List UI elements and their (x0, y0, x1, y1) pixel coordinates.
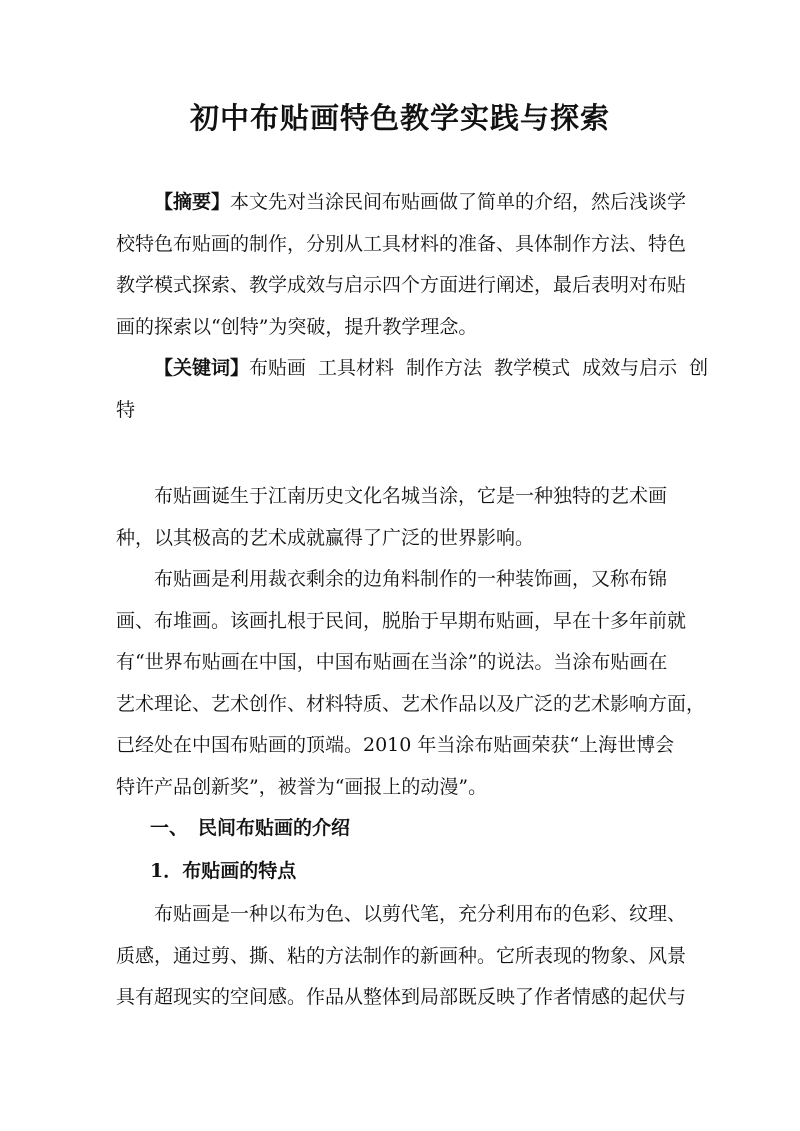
paragraph-line: 具有超现实的空间感。作品从整体到局部既反映了作者情感的起伏与 (116, 986, 687, 1008)
keyword-item: 布贴画 (249, 357, 307, 379)
keyword-item: 成效与启示 (582, 357, 678, 379)
keywords-block (116, 348, 709, 431)
paragraph-line: 布贴画诞生于江南历史文化名城当涂，它是一种独特的艺术画 (154, 485, 668, 507)
keyword-item: 教学模式 (494, 357, 571, 379)
paragraph-line: 已经处在中国布贴画的顶端。2010 年当涂布贴画荣获“上海世博会 (116, 734, 675, 756)
paragraph-line: 画、布堆画。该画扎根于民间，脱胎于早期布贴画，早在十多年前就 (116, 609, 687, 632)
section-heading (150, 808, 350, 850)
section-title: 民间布贴画的介绍 (198, 817, 351, 839)
paragraph-line: 种，以其极高的艺术成就赢得了广泛的世界影响。 (116, 526, 535, 549)
intro-paragraph-2 (116, 559, 706, 808)
keywords-label: 【关键词】 (154, 357, 250, 379)
abstract-line: 校特色布贴画的制作，分别从工具材料的准备、具体制作方法、特色 (116, 232, 687, 255)
abstract-text: 本文先对当涂民间布贴画做了简单的介绍，然后浅谈学 (230, 191, 687, 213)
subsection-heading: 1．布贴画的特点 (150, 860, 297, 882)
paragraph-line: 艺术理论、艺术创作、材料特质、艺术作品以及广泛的艺术影响方面， (116, 692, 706, 715)
paragraph-line: 有“世界布贴画在中国，中国布贴画在当涂”的说法。当涂布贴画在 (116, 651, 668, 673)
intro-paragraph-1 (116, 476, 688, 559)
keyword-item: 工具材料 (318, 357, 395, 379)
paragraph-line: 特许产品创新奖”，被誉为“画报上的动漫”。 (116, 775, 488, 798)
abstract-label: 【摘要】 (154, 191, 231, 213)
document-title: 初中布贴画特色教学实践与探索 (189, 101, 610, 135)
paragraph-line: 质感，通过剪、撕、粘的方法制作的新画种。它所表现的物象、风景 (116, 944, 687, 967)
abstract-line: 画的探索以“创特”为突破，提升教学理念。 (116, 315, 478, 338)
keywords-continuation: 特 (116, 398, 136, 421)
paragraph-line: 布贴画是一种以布为色、以剪代笔，充分利用布的色彩、纹理、 (154, 903, 687, 925)
abstract-block (116, 182, 688, 348)
keyword-item: 创 (689, 357, 709, 379)
section-number: 一、 (150, 817, 189, 839)
abstract-line: 教学模式探索、教学成效与启示四个方面进行阐述，最后表明对布贴 (116, 274, 687, 296)
keyword-item: 制作方法 (406, 357, 483, 379)
section-paragraph (116, 894, 688, 1019)
abstract-line (116, 182, 688, 224)
paragraph-line: 布贴画是利用裁衣剩余的边角料制作的一种装饰画，又称布锦 (154, 568, 668, 590)
keywords-line (116, 348, 709, 390)
